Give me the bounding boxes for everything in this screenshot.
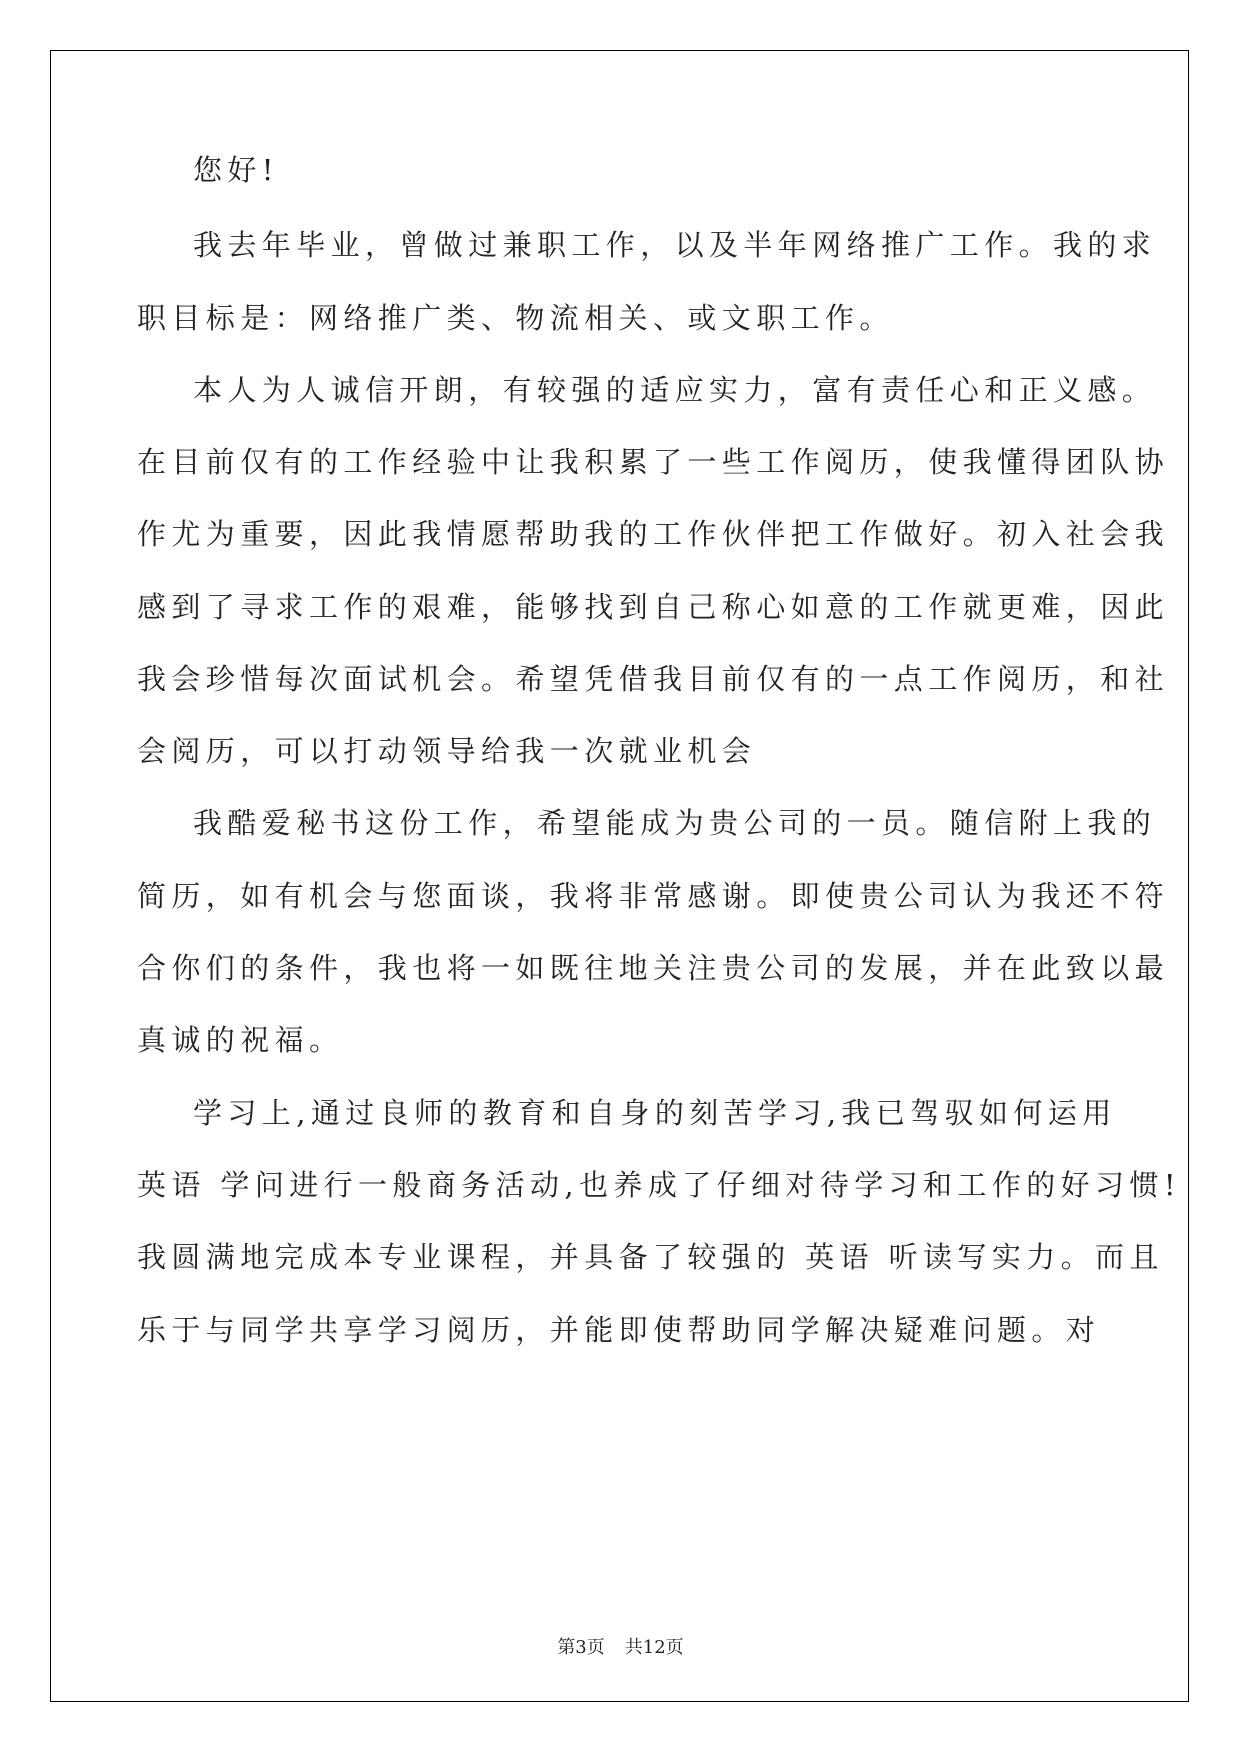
paragraph-first-line: 学习上,通过良师的教育和自身的刻苦学习,我已驾驭如何运用 [193, 1096, 1117, 1130]
paragraph-first-line: 您好! [193, 153, 279, 187]
paragraph-line: 作尤为重要，因此我情愿帮助我的工作伙伴把工作做好。初入社会我 [137, 517, 1170, 551]
page-footer [0, 1633, 1241, 1659]
paragraph-line: 在目前仅有的工作经验中让我积累了一些工作阅历，使我懂得团队协 [137, 445, 1170, 479]
paragraph-line: 感到了寻求工作的艰难，能够找到自己称心如意的工作就更难，因此 [137, 590, 1170, 624]
paragraph-line: 会阅历，可以打动领导给我一次就业机会 [137, 734, 757, 768]
paragraph-line: 真诚的祝福。 [137, 1023, 344, 1057]
paragraph-line: 合你们的条件，我也将一如既往地关注贵公司的发展，并在此致以最 [137, 951, 1170, 985]
paragraph-first-line: 本人为人诚信开朗，有较强的适应实力，富有责任心和正义感。 [193, 373, 1157, 407]
paragraph-line: 职目标是：网络推广类、物流相关、或文职工作。 [137, 301, 894, 335]
paragraph-line: 简历，如有机会与您面谈，我将非常感谢。即使贵公司认为我还不符 [137, 879, 1170, 913]
paragraph-line: 乐于与同学共享学习阅历，并能即使帮助同学解决疑难问题。对 [137, 1313, 1101, 1347]
paragraph-first-line: 我去年毕业，曾做过兼职工作，以及半年网络推广工作。我的求 [193, 228, 1157, 262]
paragraph-first-line: 我酷爱秘书这份工作，希望能成为贵公司的一员。随信附上我的 [193, 806, 1157, 840]
paragraph-line: 英语 学问进行一般商务活动,也养成了仔细对待学习和工作的好习惯! [137, 1168, 1181, 1202]
page-border [50, 50, 1189, 1702]
page-number: 第3页 [557, 1637, 605, 1658]
paragraph-line: 我圆满地完成本专业课程，并具备了较强的 英语 听读写实力。而且 [137, 1240, 1164, 1274]
paragraph-line: 我会珍惜每次面试机会。希望凭借我目前仅有的一点工作阅历，和社 [137, 662, 1170, 696]
page-total: 共12页 [624, 1637, 684, 1658]
